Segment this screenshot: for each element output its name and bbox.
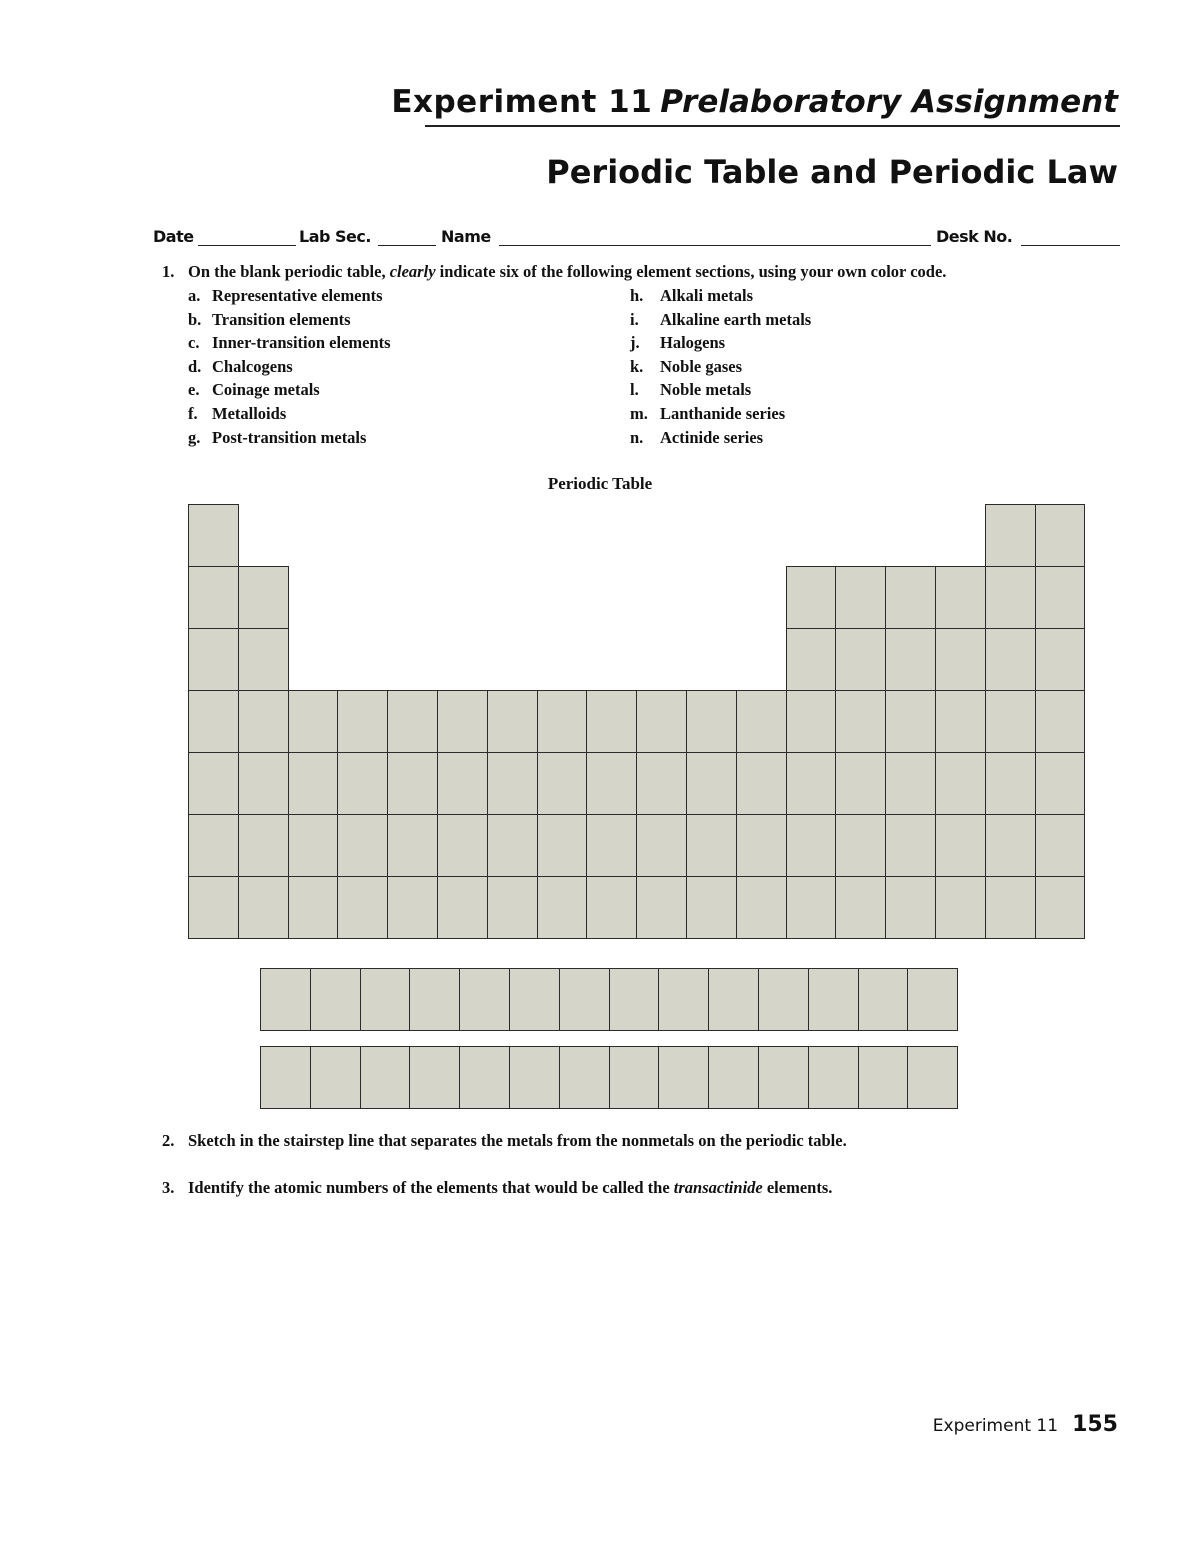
element-cell[interactable]: [188, 504, 239, 567]
option-a: a. Representative elements: [188, 286, 383, 305]
element-cell[interactable]: [238, 814, 289, 877]
f-block-cell[interactable]: [360, 1046, 411, 1109]
element-cell[interactable]: [387, 876, 438, 939]
element-cell[interactable]: [1035, 752, 1086, 815]
f-block-cell[interactable]: [658, 968, 709, 1031]
element-cell[interactable]: [537, 814, 588, 877]
desk-no-label: Desk No.: [936, 227, 1013, 246]
element-cell[interactable]: [686, 752, 737, 815]
element-cell[interactable]: [188, 752, 239, 815]
element-cell[interactable]: [985, 566, 1036, 629]
element-cell[interactable]: [736, 752, 787, 815]
element-cell[interactable]: [586, 876, 637, 939]
f-block-cell[interactable]: [459, 1046, 510, 1109]
question-1-text: On the blank periodic table, clearly indicate six of the following element sections, using your own color code.: [188, 262, 947, 281]
f-block-cell[interactable]: [310, 1046, 361, 1109]
f-block-cell[interactable]: [758, 1046, 809, 1109]
element-cell[interactable]: [885, 814, 936, 877]
element-cell[interactable]: [835, 752, 886, 815]
option-i: i. Alkaline earth metals: [630, 310, 812, 329]
element-cell[interactable]: [487, 814, 538, 877]
option-c: c. Inner-transition elements: [188, 333, 391, 352]
lab-sec-label: Lab Sec.: [299, 227, 371, 246]
f-block-cell[interactable]: [858, 1046, 909, 1109]
option-b: b. Transition elements: [188, 310, 351, 329]
page-title: Periodic Table and Periodic Law: [546, 153, 1118, 191]
element-cell[interactable]: [337, 690, 388, 753]
experiment-title: [391, 84, 1118, 120]
option-e: e. Coinage metals: [188, 380, 320, 399]
question-3-number: 3.: [162, 1178, 175, 1197]
f-block-cell[interactable]: [808, 1046, 859, 1109]
element-cell[interactable]: [387, 690, 438, 753]
element-cell[interactable]: [288, 876, 339, 939]
element-cell[interactable]: [885, 566, 936, 629]
element-cell[interactable]: [238, 566, 289, 629]
element-cell[interactable]: [786, 566, 837, 629]
element-cell[interactable]: [786, 628, 837, 691]
f-block-cell[interactable]: [409, 968, 460, 1031]
element-cell[interactable]: [985, 876, 1036, 939]
element-cell[interactable]: [786, 876, 837, 939]
option-k: k. Noble gases: [630, 357, 743, 376]
element-cell[interactable]: [1035, 814, 1086, 877]
element-cell[interactable]: [487, 690, 538, 753]
element-cell[interactable]: [935, 628, 986, 691]
info-line: [153, 227, 1120, 249]
f-block-cell[interactable]: [559, 1046, 610, 1109]
lab-sec-field[interactable]: [378, 245, 436, 246]
f-block-cell[interactable]: [559, 968, 610, 1031]
f-block-cell[interactable]: [658, 1046, 709, 1109]
option-h: h. Alkali metals: [630, 286, 754, 305]
desk-no-field[interactable]: [1021, 245, 1120, 246]
element-cell[interactable]: [537, 876, 588, 939]
element-cell[interactable]: [1035, 566, 1086, 629]
element-cell[interactable]: [935, 752, 986, 815]
f-block-cell[interactable]: [509, 968, 560, 1031]
f-block-cell[interactable]: [609, 1046, 660, 1109]
element-cell[interactable]: [1035, 690, 1086, 753]
f-block-cell[interactable]: [459, 968, 510, 1031]
element-cell[interactable]: [985, 628, 1036, 691]
date-label: Date: [153, 227, 194, 246]
element-cell[interactable]: [387, 814, 438, 877]
element-cell[interactable]: [487, 876, 538, 939]
f-block-cell[interactable]: [260, 968, 311, 1031]
element-cell[interactable]: [238, 752, 289, 815]
element-cell[interactable]: [1035, 876, 1086, 939]
element-cell[interactable]: [238, 876, 289, 939]
element-cell[interactable]: [1035, 628, 1086, 691]
element-cell[interactable]: [188, 566, 239, 629]
question-1-number: 1.: [162, 262, 175, 281]
element-cell[interactable]: [636, 690, 687, 753]
element-cell[interactable]: [686, 876, 737, 939]
element-cell[interactable]: [337, 876, 388, 939]
f-block-cell[interactable]: [808, 968, 859, 1031]
element-cell[interactable]: [985, 814, 1036, 877]
element-cell[interactable]: [935, 566, 986, 629]
element-cell[interactable]: [537, 690, 588, 753]
option-l: l. Noble metals: [630, 380, 752, 399]
element-cell[interactable]: [885, 752, 936, 815]
option-f: f. Metalloids: [188, 404, 287, 423]
element-cell[interactable]: [1035, 504, 1086, 567]
element-cell[interactable]: [238, 690, 289, 753]
element-cell[interactable]: [188, 628, 239, 691]
element-cell[interactable]: [238, 628, 289, 691]
element-cell[interactable]: [636, 814, 687, 877]
f-block-cell[interactable]: [708, 1046, 759, 1109]
question-2-text: Sketch in the stairstep line that separates the metals from the nonmetals on the periodic table.: [188, 1131, 847, 1150]
element-cell[interactable]: [586, 690, 637, 753]
f-block-cell[interactable]: [609, 968, 660, 1031]
element-cell[interactable]: [188, 876, 239, 939]
page-number: 155: [1072, 1412, 1118, 1437]
element-cell[interactable]: [437, 814, 488, 877]
element-cell[interactable]: [786, 752, 837, 815]
element-cell[interactable]: [985, 690, 1036, 753]
option-m: m. Lanthanide series: [630, 404, 786, 423]
element-cell[interactable]: [985, 504, 1036, 567]
element-cell[interactable]: [935, 690, 986, 753]
question-3-text: Identify the atomic numbers of the elements that would be called the transactinide elements.: [188, 1178, 833, 1197]
element-cell[interactable]: [586, 752, 637, 815]
element-cell[interactable]: [835, 814, 886, 877]
f-block-cell[interactable]: [509, 1046, 560, 1109]
f-block-cell[interactable]: [758, 968, 809, 1031]
header-rule: [425, 125, 1120, 127]
element-cell[interactable]: [835, 628, 886, 691]
element-cell[interactable]: [288, 752, 339, 815]
option-g: g. Post-transition metals: [188, 428, 367, 447]
element-cell[interactable]: [437, 876, 488, 939]
element-cell[interactable]: [885, 628, 936, 691]
element-cell[interactable]: [736, 876, 787, 939]
f-block-cell[interactable]: [708, 968, 759, 1031]
element-cell[interactable]: [288, 814, 339, 877]
element-cell[interactable]: [835, 566, 886, 629]
periodic-table-caption: Periodic Table: [547, 474, 653, 493]
element-cell[interactable]: [786, 814, 837, 877]
element-cell[interactable]: [337, 752, 388, 815]
element-cell[interactable]: [636, 752, 687, 815]
element-cell[interactable]: [935, 814, 986, 877]
element-cell[interactable]: [188, 690, 239, 753]
question-2-number: 2.: [162, 1131, 175, 1150]
element-cell[interactable]: [437, 690, 488, 753]
experiment-label: Experiment 11: [391, 84, 653, 120]
assignment-label: Prelaboratory Assignment: [660, 84, 1118, 120]
f-block-cell[interactable]: [907, 1046, 958, 1109]
element-cell[interactable]: [736, 814, 787, 877]
element-cell[interactable]: [885, 690, 936, 753]
option-j: j. Halogens: [630, 333, 726, 352]
element-cell[interactable]: [636, 876, 687, 939]
page-footer: [933, 1412, 1118, 1437]
element-cell[interactable]: [337, 814, 388, 877]
element-cell[interactable]: [387, 752, 438, 815]
element-cell[interactable]: [188, 814, 239, 877]
element-cell[interactable]: [835, 876, 886, 939]
element-cell[interactable]: [288, 690, 339, 753]
element-cell[interactable]: [437, 752, 488, 815]
element-cell[interactable]: [786, 690, 837, 753]
element-cell[interactable]: [586, 814, 637, 877]
element-cell[interactable]: [885, 876, 936, 939]
f-block-cell[interactable]: [907, 968, 958, 1031]
option-d: d. Chalcogens: [188, 357, 293, 376]
f-block-cell[interactable]: [310, 968, 361, 1031]
name-field[interactable]: [499, 245, 931, 246]
footer-label: Experiment 11: [932, 1416, 1059, 1436]
f-block-cell[interactable]: [360, 968, 411, 1031]
element-cell[interactable]: [487, 752, 538, 815]
f-block-cell[interactable]: [858, 968, 909, 1031]
element-cell[interactable]: [537, 752, 588, 815]
f-block-cell[interactable]: [260, 1046, 311, 1109]
f-block-cell[interactable]: [409, 1046, 460, 1109]
option-n: n. Actinide series: [630, 428, 764, 447]
element-cell[interactable]: [686, 814, 737, 877]
element-cell[interactable]: [686, 690, 737, 753]
element-cell[interactable]: [935, 876, 986, 939]
element-cell[interactable]: [985, 752, 1036, 815]
name-label: Name: [441, 227, 491, 246]
element-cell[interactable]: [835, 690, 886, 753]
date-field[interactable]: [198, 245, 296, 246]
element-cell[interactable]: [736, 690, 787, 753]
